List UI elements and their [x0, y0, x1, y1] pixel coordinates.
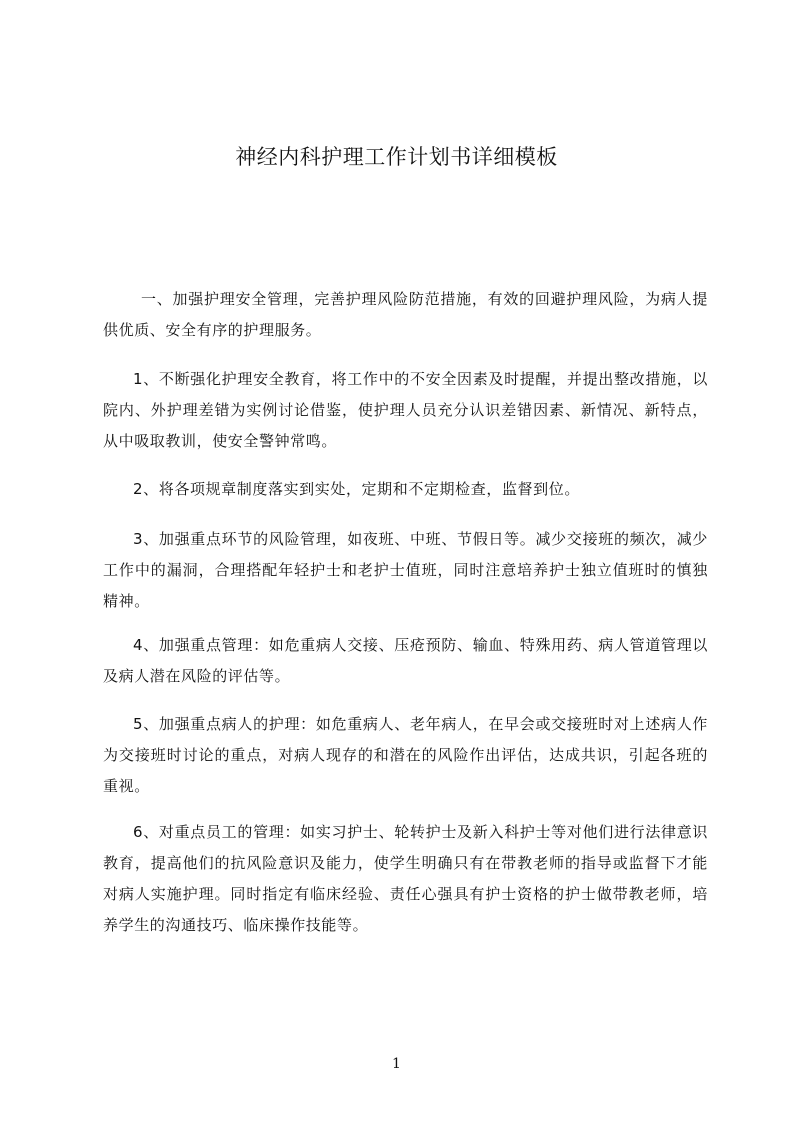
paragraph-item-4: 4、加强重点管理：如危重病人交接、压疮预防、输血、特殊用药、病人管道管理以及病人潜在风险的评估等。 — [103, 636, 708, 685]
document-title: 神经内科护理工作计划书详细模板 — [235, 145, 558, 169]
paragraph-item-2: 2、将各项规章制度落实到实处，定期和不定期检查，监督到位。 — [133, 480, 580, 498]
paragraph-item-3: 3、加强重点环节的风险管理，如夜班、中班、节假日等。减少交接班的频次，减少工作中的漏洞，合理搭配年轻护士和老护士值班，同时注意培养护士独立值班时的慎独精神。 — [103, 530, 708, 610]
paragraph-section-one: 一、加强护理安全管理，完善护理风险防范措施，有效的回避护理风险，为病人提供优质、安全有序的护理服务。 — [103, 290, 708, 339]
page-number: 1 — [392, 1056, 401, 1072]
paragraph-item-6: 6、对重点员工的管理：如实习护士、轮转护士及新入科护士等对他们进行法律意识教育，提高他们的抗风险意识及能力，使学生明确只有在带教老师的指导或监督下才能对病人实施护理。同时指定有临床经验、责任心强具有护士资格的护士做带教老师，培养学生的沟通技巧、临床操作技能等。 — [103, 823, 708, 934]
paragraph-item-5: 5、加强重点病人的护理：如危重病人、老年病人，在早会或交接班时对上述病人作为交接班时讨论的重点，对病人现存的和潜在的风险作出评估，达成共识，引起各班的重视。 — [103, 715, 708, 795]
paragraph-item-1: 1、不断强化护理安全教育，将工作中的不安全因素及时提醒，并提出整改措施，以院内、外护理差错为实例讨论借鉴，使护理人员充分认识差错因素、新情况、新特点，从中吸取教训，使安全警钟常鸣。 — [103, 370, 708, 450]
